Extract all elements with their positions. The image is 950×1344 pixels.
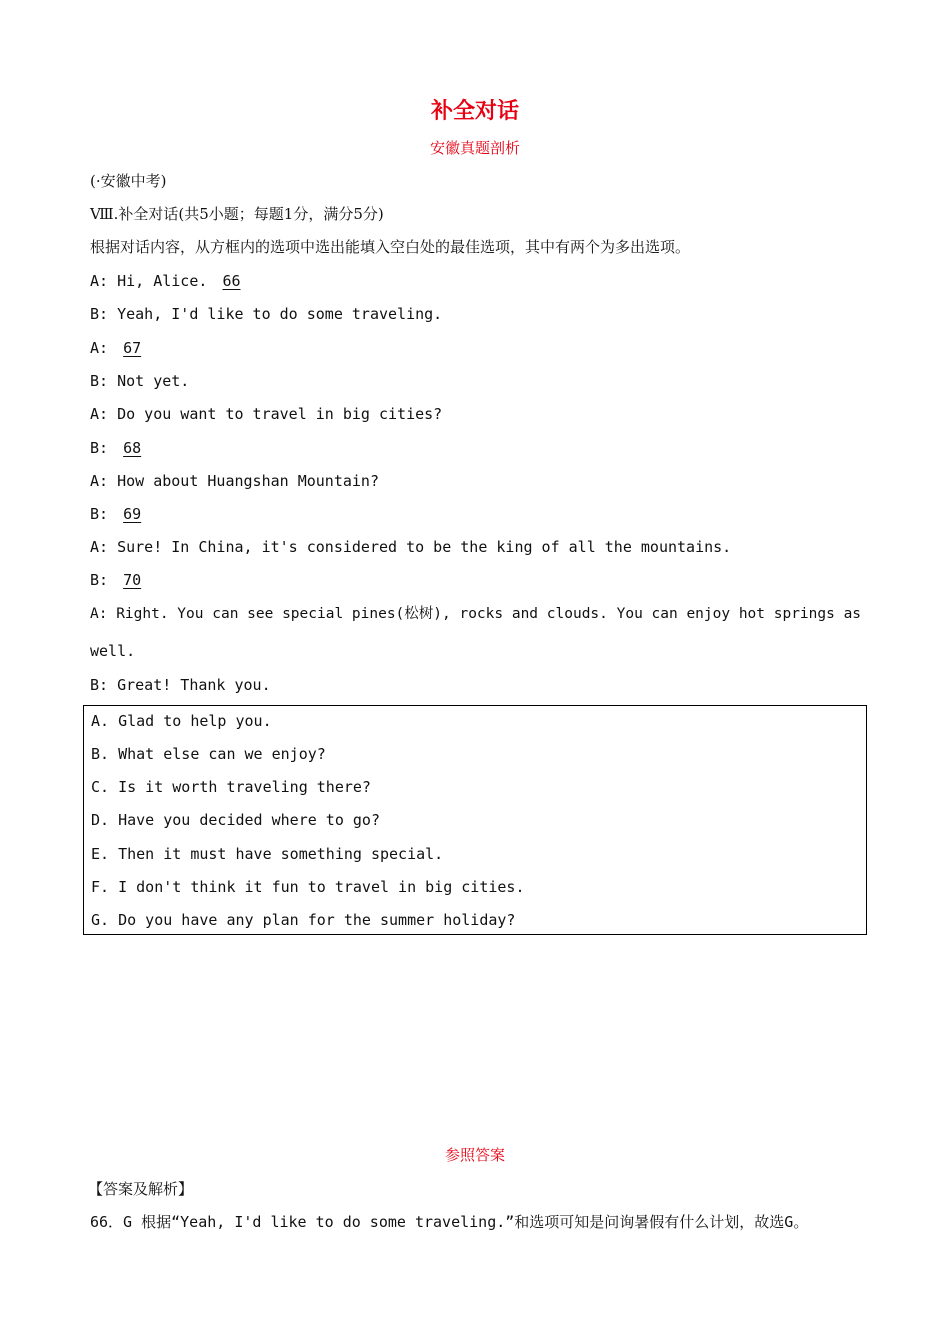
- dialogue-line: [90, 271, 247, 291]
- answer-blank-70[interactable]: 70: [123, 571, 142, 589]
- dialogue-text: Hi, Alice.: [117, 272, 208, 290]
- dialogue-text: Great! Thank you.: [117, 676, 271, 694]
- speaker-label: B:: [90, 305, 109, 323]
- speaker-label: A:: [90, 472, 109, 490]
- speaker-label: B:: [90, 571, 109, 589]
- speaker-label: B:: [90, 372, 109, 390]
- dialogue-line: [90, 338, 147, 358]
- dialogue-line: [90, 471, 379, 491]
- option-g[interactable]: G. Do you have any plan for the summer holiday?: [91, 911, 516, 929]
- answers-heading: 【答案及解析】: [88, 1180, 194, 1198]
- dialogue-line: [90, 604, 861, 624]
- dialogue-line: [90, 438, 147, 458]
- option-d[interactable]: D. Have you decided where to go?: [91, 811, 380, 829]
- dialogue-line: [90, 537, 731, 557]
- instruction-text: 根据对话内容，从方框内的选项中选出能填入空白处的最佳选项，其中有两个为多出选项。: [90, 238, 691, 256]
- dialogue-line: [90, 675, 271, 695]
- dialogue-text: Right. You can see special pines(松树), rocks and clouds. You can enjoy hot springs as: [116, 606, 862, 622]
- dialogue-text: How about Huangshan Mountain?: [117, 472, 379, 490]
- option-e[interactable]: E. Then it must have something special.: [91, 845, 444, 863]
- dialogue-line: [90, 404, 442, 424]
- answer-blank-67[interactable]: 67: [123, 339, 142, 357]
- answer-blank-66[interactable]: 66: [222, 272, 241, 290]
- answer-blank-69[interactable]: 69: [123, 505, 142, 523]
- dialogue-line: [90, 371, 189, 391]
- answers-title: 参照答案: [444, 1146, 505, 1164]
- dialogue-line-continued: [90, 641, 135, 661]
- dialogue-line: [90, 304, 442, 324]
- speaker-label: B:: [90, 505, 109, 523]
- source-note: (·安徽中考): [90, 172, 167, 190]
- option-a[interactable]: A. Glad to help you.: [91, 712, 272, 730]
- option-b[interactable]: B. What else can we enjoy?: [91, 745, 326, 763]
- speaker-label: A:: [90, 339, 109, 357]
- speaker-label: A:: [90, 272, 109, 290]
- dialogue-text: Sure! In China, it's considered to be the king of all the mountains.: [117, 538, 732, 556]
- option-c[interactable]: C. Is it worth traveling there?: [91, 778, 371, 796]
- speaker-label: B:: [90, 676, 109, 694]
- answer-explanation-66: 66．G 根据“Yeah, I'd like to do some traveling.”和选项可知是问询暑假有什么计划，故选G。: [90, 1213, 809, 1231]
- dialogue-text: Yeah, I'd like to do some traveling.: [117, 305, 443, 323]
- speaker-label: A:: [90, 405, 109, 423]
- option-f[interactable]: F. I don't think it fun to travel in big cities.: [91, 878, 525, 896]
- section-heading: Ⅷ.补全对话(共5小题；每题1分，满分5分): [90, 205, 384, 223]
- speaker-label: A:: [90, 538, 109, 556]
- dialogue-line: [90, 570, 147, 590]
- dialogue-text: well.: [90, 642, 136, 660]
- dialogue-text: Not yet.: [117, 372, 190, 390]
- page-subtitle: 安徽真题剖析: [429, 139, 520, 157]
- dialogue-line: [90, 504, 147, 524]
- speaker-label: A:: [90, 606, 108, 622]
- page-title: 补全对话: [430, 98, 519, 124]
- dialogue-text: Do you want to travel in big cities?: [117, 405, 443, 423]
- answer-blank-68[interactable]: 68: [123, 439, 142, 457]
- options-box: [83, 705, 867, 935]
- speaker-label: B:: [90, 439, 109, 457]
